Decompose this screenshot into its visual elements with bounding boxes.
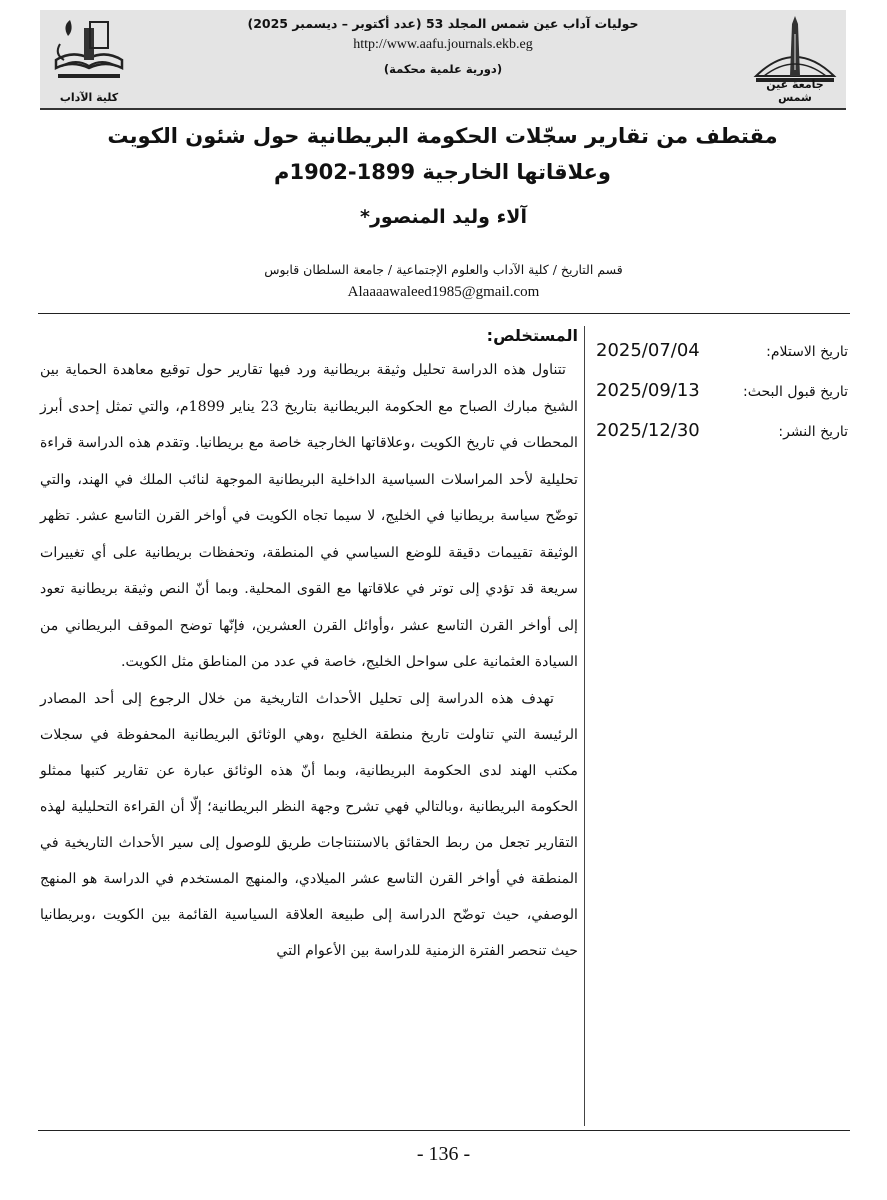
abstract-heading: المستخلص:: [486, 326, 578, 345]
journal-url[interactable]: http://www.aafu.journals.ekb.eg: [353, 37, 533, 52]
accepted-date-value: 2025/09/13: [596, 380, 700, 401]
dates-block: [592, 340, 848, 460]
obelisk-icon: [750, 14, 840, 88]
journal-header: [40, 10, 846, 110]
author-email[interactable]: Alaaaawaleed1985@gmail.com: [347, 284, 540, 300]
abstract: [40, 326, 578, 969]
published-date-label: تاريخ النشر:: [778, 424, 848, 440]
author-affiliation: قسم التاريخ / كلية الآداب والعلوم الإجتماعية / جامعة السلطان قابوس: [264, 262, 623, 277]
published-date-value: 2025/12/30: [596, 420, 700, 441]
university-logo-caption: جامعة عين شمس: [766, 78, 824, 104]
ain-shams-university-logo: [750, 14, 840, 104]
accepted-date-label: تاريخ قبول البحث:: [743, 384, 848, 400]
footer-divider: [38, 1130, 850, 1131]
received-date-value: 2025/07/04: [596, 340, 700, 361]
date-row-published: [592, 420, 848, 460]
journal-type: (دورية علمية محكمة): [383, 62, 503, 76]
abstract-paragraph-1: تتناول هذه الدراسة تحليل وثيقة بريطانية ورد فيها تقارير حول توقيع معاهدة الحماية بين الشيخ مبارك الصباح مع الحكومة البريطانية بتاريخ 23 يناير 1899م، والتي تمثل إحدى أبرز المحطات في تاريخ الكويت ،وعلاقاتها الخارجية خاصة مع بريطانيا. وتقدم هذه الدراسة قراءة تحليلية لأحد المراسلات السياسية الداخلية البريطانية الموجهة لنائب الملك في الهند، والتي توضّح سياسة بريطانيا في الخليج، لا سيما تجاه الكويت في أواخر القرن التاسع عشر. تظهر الوثيقة تقييمات دقيقة للوضع السياسي في المنطقة، وتحفظات بريطانية على أي تغييرات سريعة قد تؤدي إلى توتر في علاقاتها مع القوى المحلية. وبما أنّ النص وثيقة بريطانية تعود إلى أواخر القرن التاسع عشر ،وأوائل القرن العشرين، فإنّها توضح الموقف البريطاني من السيادة العثمانية على سواحل الخليج، خاصة في عدد من المناطق مثل الكويت.: [40, 362, 578, 670]
article-title: مقتطف من تقارير سجّلات الحكومة البريطانية حول شئون الكويت وعلاقاتها الخارجية 1899-1902م: [107, 124, 778, 184]
faculty-of-arts-logo: [46, 14, 132, 104]
date-row-accepted: [592, 380, 848, 420]
page-number: - 136 -: [416, 1143, 471, 1165]
abstract-paragraph-2: تهدف هذه الدراسة إلى تحليل الأحداث التاريخية من خلال الرجوع إلى أحد المصادر الرئيسة التي تناولت تاريخ منطقة الخليج ،وهي الوثائق البريطانية المحفوظة في سجلات مكتب الهند لدى الحكومة البريطانية، وبما أنّ هذه الوثائق عبارة عن تقارير كتبها ممثلو الحكومة البريطانية ،وبالتالي فهي تشرح وجهة النظر البريطانية؛ إلّا أن القراءة التحليلية لهذه التقارير تجعل من ربط الحقائق بالاستنتاجات طريق للوصول إلى سير الأحداث التاريخية في المنطقة في أواخر القرن التاسع عشر الميلادي، والمنهج المستخدم في الدراسة هو المنهج الوصفي، حيث توضّح الدراسة إلى طبيعة العلاقة السياسية القائمة بين الكويت ،وبريطانيا حيث تنحصر الفترة الزمنية للدراسة بين الأعوام التي: [40, 690, 578, 960]
header-divider: [38, 313, 850, 314]
column-divider: [584, 326, 585, 1126]
author-name: آلاء وليد المنصور*: [360, 206, 527, 228]
date-row-received: [592, 340, 848, 380]
open-book-icon: [46, 14, 132, 88]
journal-volume-line: حوليات آداب عين شمس المجلد 53 (عدد أكتوبر – ديسمبر 2025): [247, 16, 639, 31]
received-date-label: تاريخ الاستلام:: [766, 344, 848, 360]
faculty-logo-caption: كلية الآداب: [59, 91, 119, 104]
